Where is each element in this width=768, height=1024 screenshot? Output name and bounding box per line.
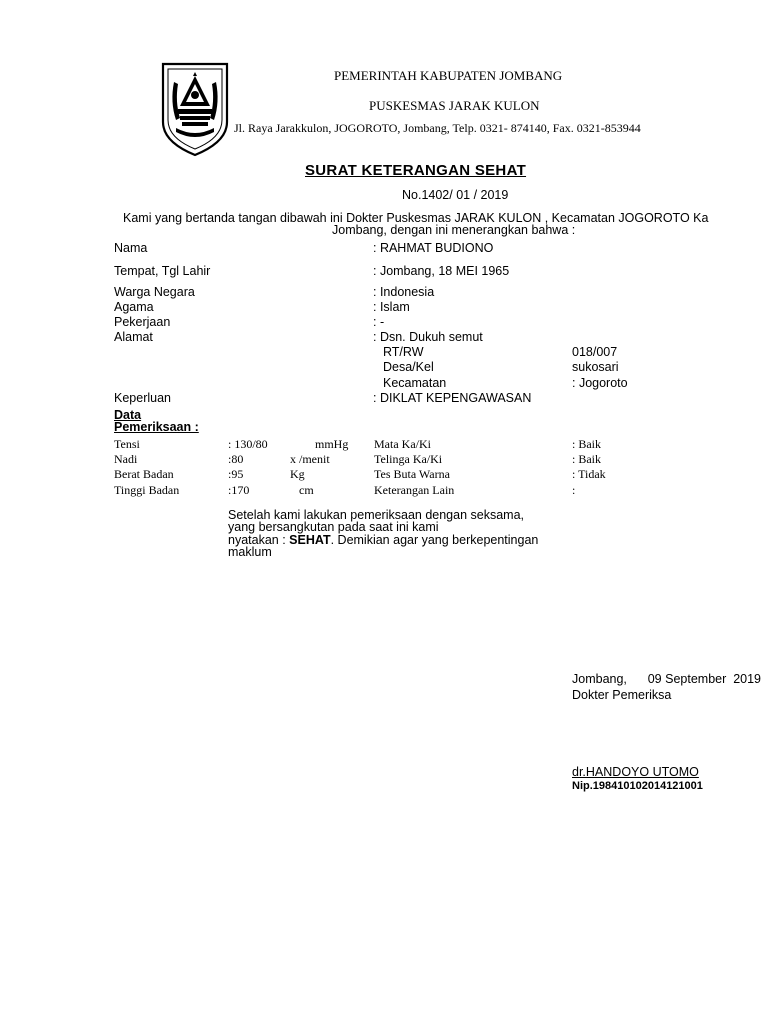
jombang-regency-emblem	[160, 62, 230, 157]
signature-name: dr.HANDOYO UTOMO	[572, 765, 699, 779]
exam-value-berat: :95	[228, 467, 244, 481]
label-rtrw: RT/RW	[383, 345, 424, 359]
label-warga-negara: Warga Negara	[114, 285, 195, 299]
exam-heading-2: Pemeriksaan :	[114, 420, 199, 434]
value-agama: : Islam	[373, 300, 410, 314]
label-agama: Agama	[114, 300, 154, 314]
exam-label-telinga: Telinga Ka/Ki	[374, 452, 443, 466]
exam-label-nadi: Nadi	[114, 452, 138, 466]
label-pekerjaan: Pekerjaan	[114, 315, 171, 329]
conclusion-status: SEHAT	[289, 533, 331, 547]
conclusion-line-3	[228, 533, 538, 547]
conclusion-suffix: . Demikian agar yang berkepentingan	[330, 533, 539, 547]
value-keperluan: : DIKLAT KEPENGAWASAN	[373, 391, 532, 405]
label-nama: Nama	[114, 241, 148, 255]
conclusion-prefix: nyatakan :	[228, 533, 290, 547]
signature-nip: Nip.198410102014121001	[572, 780, 703, 792]
conclusion-line-4: maklum	[228, 545, 272, 559]
exam-unit-tinggi: cm	[299, 483, 314, 497]
letter-title: SURAT KETERANGAN SEHAT	[305, 162, 527, 179]
label-ttl: Tempat, Tgl Lahir	[114, 264, 211, 278]
value-desa: sukosari	[572, 360, 619, 374]
signature-role: Dokter Pemeriksa	[572, 688, 672, 702]
value-pekerjaan: : -	[373, 315, 385, 329]
exam-label-tensi: Tensi	[114, 437, 140, 451]
value-alamat: : Dsn. Dukuh semut	[373, 330, 483, 344]
exam-value-keterangan: :	[572, 483, 576, 497]
exam-value-tinggi: :170	[228, 483, 250, 497]
header-clinic: PUSKESMAS JARAK KULON	[369, 98, 540, 113]
exam-unit-berat: Kg	[290, 467, 305, 481]
signature-place-date: Jombang, 09 September 2019	[572, 672, 762, 686]
exam-unit-tensi: mmHg	[315, 437, 349, 451]
header-government: PEMERINTAH KABUPATEN JOMBANG	[334, 68, 563, 83]
exam-label-berat: Berat Badan	[114, 467, 174, 481]
intro-line-2: Jombang, dengan ini menerangkan bahwa :	[332, 223, 576, 237]
exam-value-nadi: :80	[228, 452, 244, 466]
value-warga-negara: : Indonesia	[373, 285, 435, 299]
conclusion-line-2: yang bersangkutan pada saat ini kami	[228, 520, 439, 534]
letter-number: No.1402/ 01 / 2019	[402, 188, 509, 202]
exam-value-telinga: : Baik	[572, 452, 601, 466]
label-keperluan: Keperluan	[114, 391, 171, 405]
exam-label-keterangan: Keterangan Lain	[374, 483, 455, 497]
label-kecamatan: Kecamatan	[383, 376, 447, 390]
header-address: Jl. Raya Jarakkulon, JOGOROTO, Jombang, Telp. 0321- 874140, Fax. 0321-853944	[234, 121, 641, 135]
exam-value-tensi: : 130/80	[228, 437, 268, 451]
value-rtrw: 018/007	[572, 345, 618, 359]
exam-value-mata: : Baik	[572, 437, 601, 451]
intro-line-1: Kami yang bertanda tangan dibawah ini Dokter Puskesmas JARAK KULON , Kecamatan JOGOROTO Ka	[123, 211, 709, 225]
exam-label-buta-warna: Tes Buta Warna	[374, 467, 450, 481]
exam-heading-1: Data	[114, 408, 142, 422]
exam-value-buta-warna: : Tidak	[572, 467, 606, 481]
value-ttl: : Jombang, 18 MEI 1965	[373, 264, 510, 278]
exam-label-mata: Mata Ka/Ki	[374, 437, 431, 451]
conclusion-line-1: Setelah kami lakukan pemeriksaan dengan seksama,	[228, 508, 525, 522]
label-desa: Desa/Kel	[383, 360, 434, 374]
exam-unit-nadi: x /menit	[290, 452, 330, 466]
value-nama: : RAHMAT BUDIONO	[373, 241, 494, 255]
exam-label-tinggi: Tinggi Badan	[114, 483, 180, 497]
value-kecamatan: : Jogoroto	[572, 376, 628, 390]
label-alamat: Alamat	[114, 330, 153, 344]
